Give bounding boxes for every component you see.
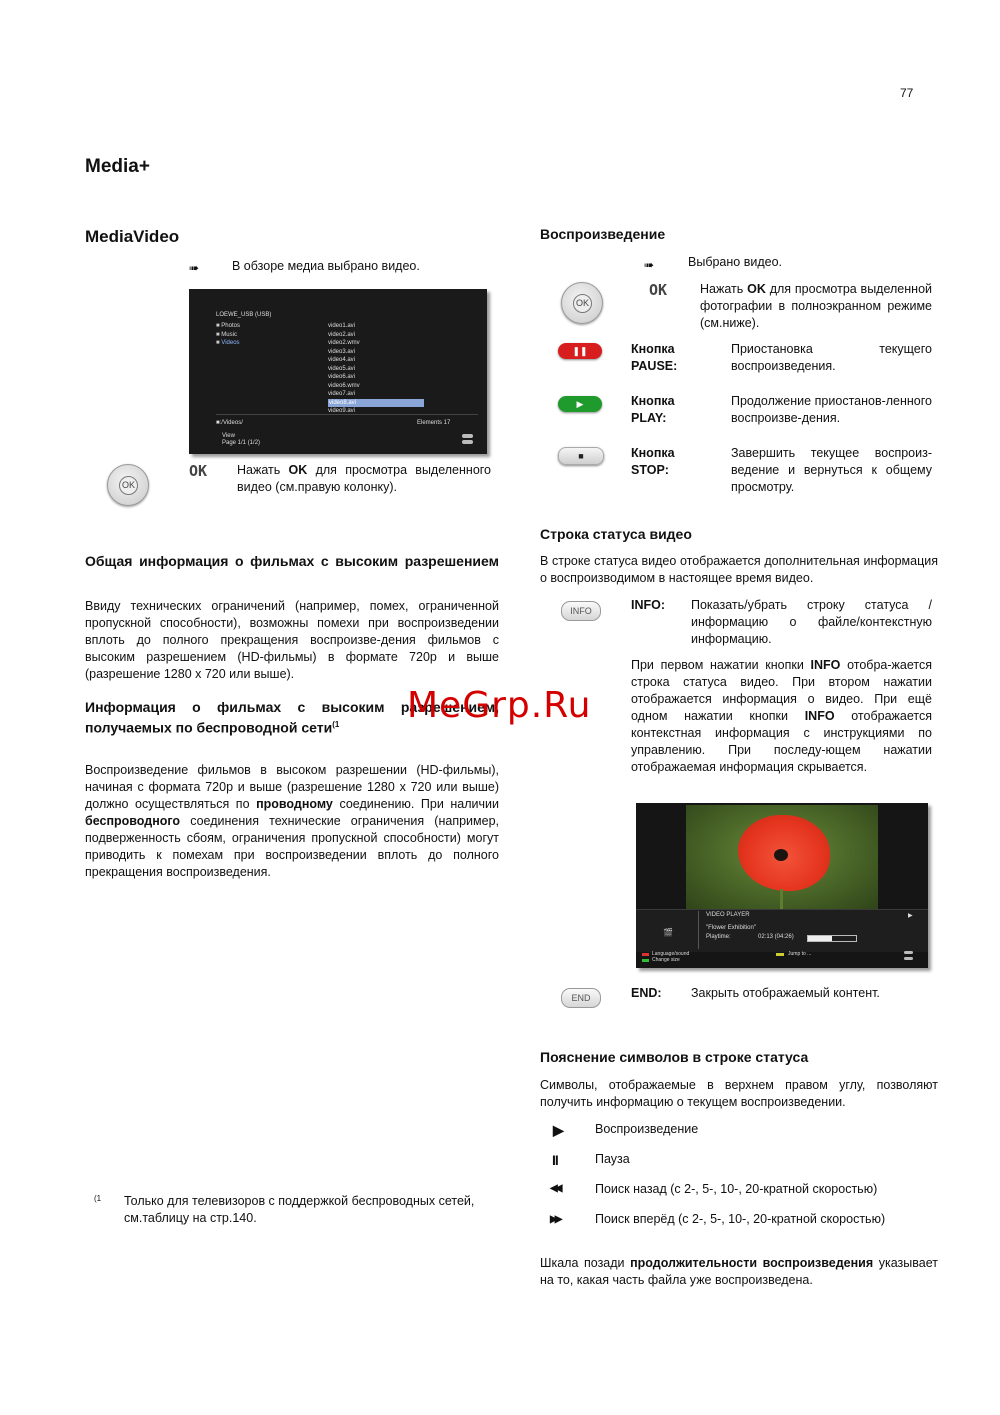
folder-item[interactable]: ■ Photos	[216, 323, 240, 329]
footnote-text: Только для телевизоров с поддержкой беспроводных сетей, см.таблицу на стр.140.	[124, 1194, 475, 1225]
info-button-icon: INFO	[561, 601, 601, 621]
file-item[interactable]: video3.avi	[328, 348, 356, 355]
stop-button-icon: ■	[558, 447, 604, 465]
folder-item[interactable]: ■ Videos	[216, 340, 240, 346]
device-label: LOEWE_USB (USB)	[216, 312, 272, 318]
section-title: Media+	[85, 156, 150, 177]
file-item[interactable]: video8.avi	[328, 399, 424, 408]
legend-language: Language/sound	[652, 951, 690, 957]
folder-icon: ■	[216, 340, 222, 346]
play-button-icon: ▶	[558, 396, 602, 412]
pause-button-icon: ❚❚	[558, 343, 602, 359]
step-arrow-icon: ➠	[644, 258, 655, 272]
file-item[interactable]: video5.avi	[328, 365, 356, 372]
stop-text: Завершить текущее воспроиз-ведение и вернуться к общему просмотру.	[731, 446, 932, 494]
info-details: При первом нажатии кнопки INFO отобра-жается строка статуса видео. При втором нажатии отображается информация о видео. При ещё одном нажатии кнопки INFO отображается контекстная информация с инструкциями по управлению. При последу-ющем нажатии отображаемая информация скрывается.	[631, 658, 932, 774]
end-label: END:	[631, 986, 662, 1000]
hd-info-text: Ввиду технических ограничений (например, помех, ограниченной пропускной способности), возможны помехи при воспроизведении вплоть до полного прекращения воспроизве-дения фильмов с высоким разрешением (HD-фильмы) в формате 720p и выше (разрешение 1280 x 720 или выше).	[85, 599, 499, 681]
symbols-heading: Пояснение символов в строке статуса	[540, 1049, 809, 1065]
hd-info-heading: Общая информация о фильмах с высоким разрешением	[85, 553, 499, 569]
ok-glyph: OK	[189, 462, 208, 480]
file-item[interactable]: video2.wmv	[328, 340, 360, 346]
pause-label: Кнопка PAUSE:	[631, 342, 678, 373]
ok-instruction: Нажать OK для просмотра выделенного видео (см.правую колонку).	[237, 463, 492, 494]
symbol-rewind-text: Поиск назад (с 2-, 5-, 10-, 20-кратной скоростью)	[595, 1182, 878, 1196]
symbol-forward-text: Поиск вперёд (с 2-, 5-, 10-, 20-кратной скоростью)	[595, 1212, 886, 1226]
folder-path: ■:/Videos/	[216, 420, 243, 426]
play-text: Продолжение приостанов-ленного воспроизве-дения.	[731, 394, 932, 425]
pause-symbol-icon: II	[552, 1152, 558, 1168]
elements-count: Elements 17	[417, 420, 451, 426]
play-status-icon: ▶	[908, 913, 913, 919]
play-label: Кнопка PLAY:	[631, 394, 675, 425]
folder-item[interactable]: ■ Music	[216, 331, 237, 338]
stop-label: Кнопка STOP:	[631, 446, 675, 477]
file-item[interactable]: video4.avi	[328, 357, 356, 363]
ok-button-icon: OK	[561, 282, 603, 324]
symbols-intro: Символы, отображаемые в верхнем правом углу, позволяют получить информацию о текущем воспроизведении.	[540, 1078, 938, 1109]
symbol-play-text: Воспроизведение	[595, 1122, 699, 1136]
media-browser-screenshot	[189, 289, 487, 454]
player-file: "Flower Exhibition"	[706, 925, 756, 931]
wireless-info-text: Воспроизведение фильмов в высоком разрешении (HD-фильмы), начиная с формата 720p и выше (разрешение 1280 x 720 или выше) должно осуществляться по проводному соединению. При наличии беспроводного соединения технические ограничения (например, подверженность сбоям, ограничения пропускной способности) могут приводить к помехам при воспроизведении вплоть до полного прекращения воспроизведения.	[85, 763, 499, 879]
file-item[interactable]: video9.avi	[328, 408, 356, 414]
progress-bar	[807, 935, 857, 942]
poppy-image	[686, 805, 878, 909]
file-item[interactable]: video1.avi	[328, 323, 356, 329]
rewind-symbol-icon: ◀◀	[550, 1183, 560, 1194]
view-hint: View	[222, 433, 235, 439]
playtime-label: Playtime:	[706, 934, 731, 940]
forward-symbol-icon: ▶▶	[550, 1214, 560, 1225]
file-item[interactable]: video2.avi	[328, 331, 356, 338]
clapper-icon: 🎬	[663, 928, 673, 937]
play-symbol-icon: ▶	[553, 1122, 564, 1138]
legend-size: Change size	[652, 957, 680, 963]
info-label: INFO:	[631, 598, 666, 612]
ok-glyph: OK	[649, 281, 668, 299]
symbols-outro: Шкала позади продолжительности воспроизведения указывает на то, какая часть файла уже воспроизведена.	[540, 1256, 938, 1287]
pause-text: Приостановка текущего воспроизведения.	[731, 342, 932, 373]
file-item[interactable]: video7.avi	[328, 391, 356, 397]
page-hint: Page 1/1 (1/2)	[222, 440, 261, 446]
status-bar-intro: В строке статуса видео отображается дополнительная информация о воспроизводимом в настоящее время видео.	[540, 554, 938, 585]
end-text: Закрыть отображаемый контент.	[691, 986, 880, 1000]
folder-icon: ■	[216, 323, 222, 329]
folder-icon: ■	[216, 331, 222, 338]
video-player-screenshot	[636, 803, 928, 968]
mediavideo-heading: MediaVideo	[85, 227, 180, 246]
legend-jump: Jump to ...	[788, 951, 812, 957]
watermark: MeGrp.Ru	[407, 685, 592, 726]
symbol-pause-text: Пауза	[595, 1152, 630, 1166]
playback-step: Выбрано видео.	[688, 255, 783, 269]
status-bar-heading: Строка статуса видео	[540, 526, 692, 542]
footnote-mark: (1	[94, 1194, 102, 1203]
file-item[interactable]: video6.wmv	[328, 382, 360, 389]
ok-instruction: Нажать OK для просмотра выделенной фотографии в полноэкранном режиме (см.ниже).	[700, 282, 932, 330]
step-arrow-icon: ➠	[189, 261, 200, 275]
ok-button-icon: OK	[107, 464, 149, 506]
playback-heading: Воспроизведение	[540, 226, 666, 242]
playtime-value: 02:13 (04:26)	[758, 934, 794, 940]
page-number: 77	[900, 86, 914, 100]
wireless-info-heading: Информация о фильмах с высоким разрешением, получаемых по беспроводной сети$^{(1}$	[85, 699, 499, 736]
file-item[interactable]: video6.avi	[328, 374, 356, 380]
mediavideo-step: В обзоре медиа выбрано видео.	[232, 259, 420, 273]
player-title: VIDEO PLAYER	[706, 912, 750, 918]
end-button-icon: END	[561, 988, 601, 1008]
info-text: Показать/убрать строку статуса / информацию о файле/контекстную информацию.	[691, 598, 932, 646]
